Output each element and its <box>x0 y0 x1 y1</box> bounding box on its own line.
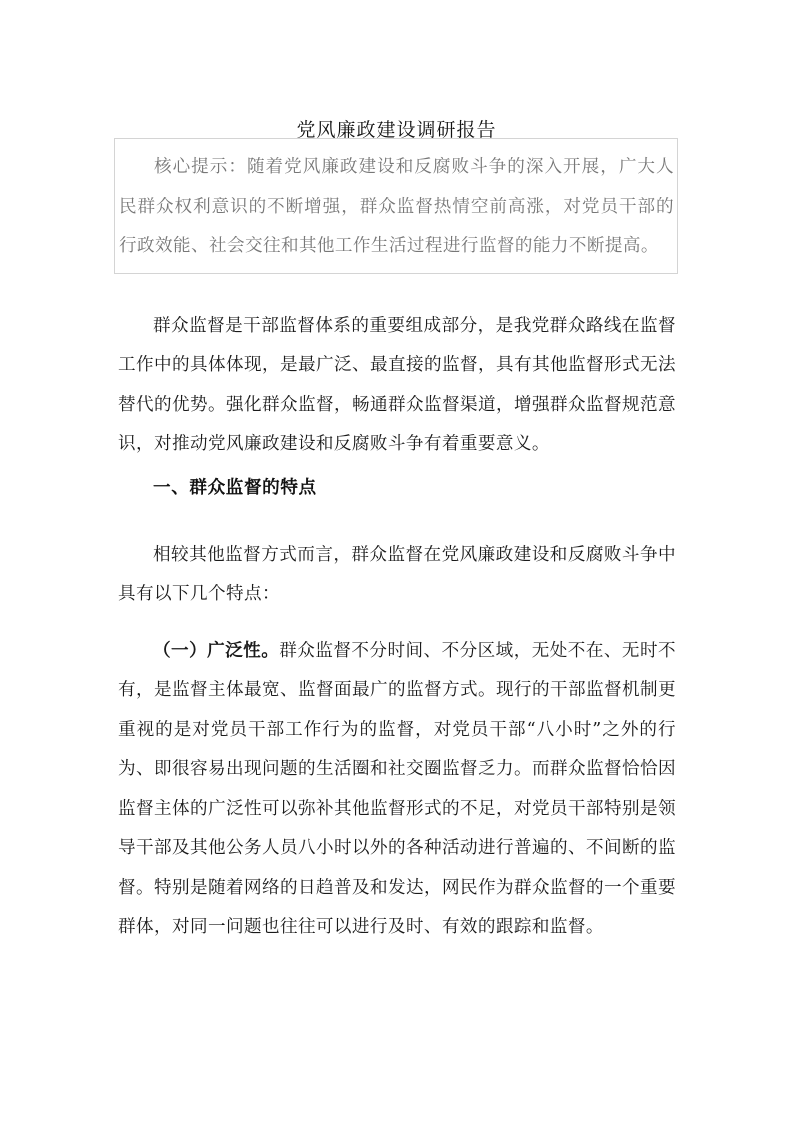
section-heading: 一、群众监督的特点 <box>153 478 317 498</box>
document-title: 党风廉政建设调研报告 <box>296 118 497 141</box>
point-text: 群众监督不分时间、不分区域，无处不在、无时不有，是监督主体最宽、监督面最广的监督方式。现行的干部监督机制更重视的是对党员干部工作行为的监督，对党员干部“八小时”之外的行为、即很容易出现问题的生活圈和社交圈监督乏力。而群众监督恰恰因监督主体的广泛性可以弥补其他监督形式的不足，对党员干部特别是领导干部及其他公务人员八小时以外的各种活动进行普遍的、不间断的监督。特别是随着网络的日趋普及和发达，网民作为群众监督的一个重要群体，对同一问题也往往可以进行及时、有效的跟踪和监督。 <box>118 640 676 938</box>
intro-paragraph: 群众监督是干部监督体系的重要组成部分，是我党群众路线在监督工作中的具体体现，是最广泛、最直接的监督，具有其他监督形式无法替代的优势。强化群众监督，畅通群众监督渠道，增强群众监督规范意识，对推动党风廉政建设和反腐败斗争有着重要意义。 <box>118 315 676 455</box>
summary-box: 核心提示：随着党风廉政建设和反腐败斗争的深入开展，广大人民群众权利意识的不断增强，群众监督热情空前高涨，对党员干部的行政效能、社会交往和其他工作生活过程进行监督的能力不断提高。 <box>114 138 678 274</box>
point-paragraph <box>118 632 676 948</box>
point-lead: （一）广泛性。 <box>153 640 280 661</box>
section-lead-paragraph: 相较其他监督方式而言，群众监督在党风廉政建设和反腐败斗争中具有以下几个特点： <box>118 544 676 605</box>
